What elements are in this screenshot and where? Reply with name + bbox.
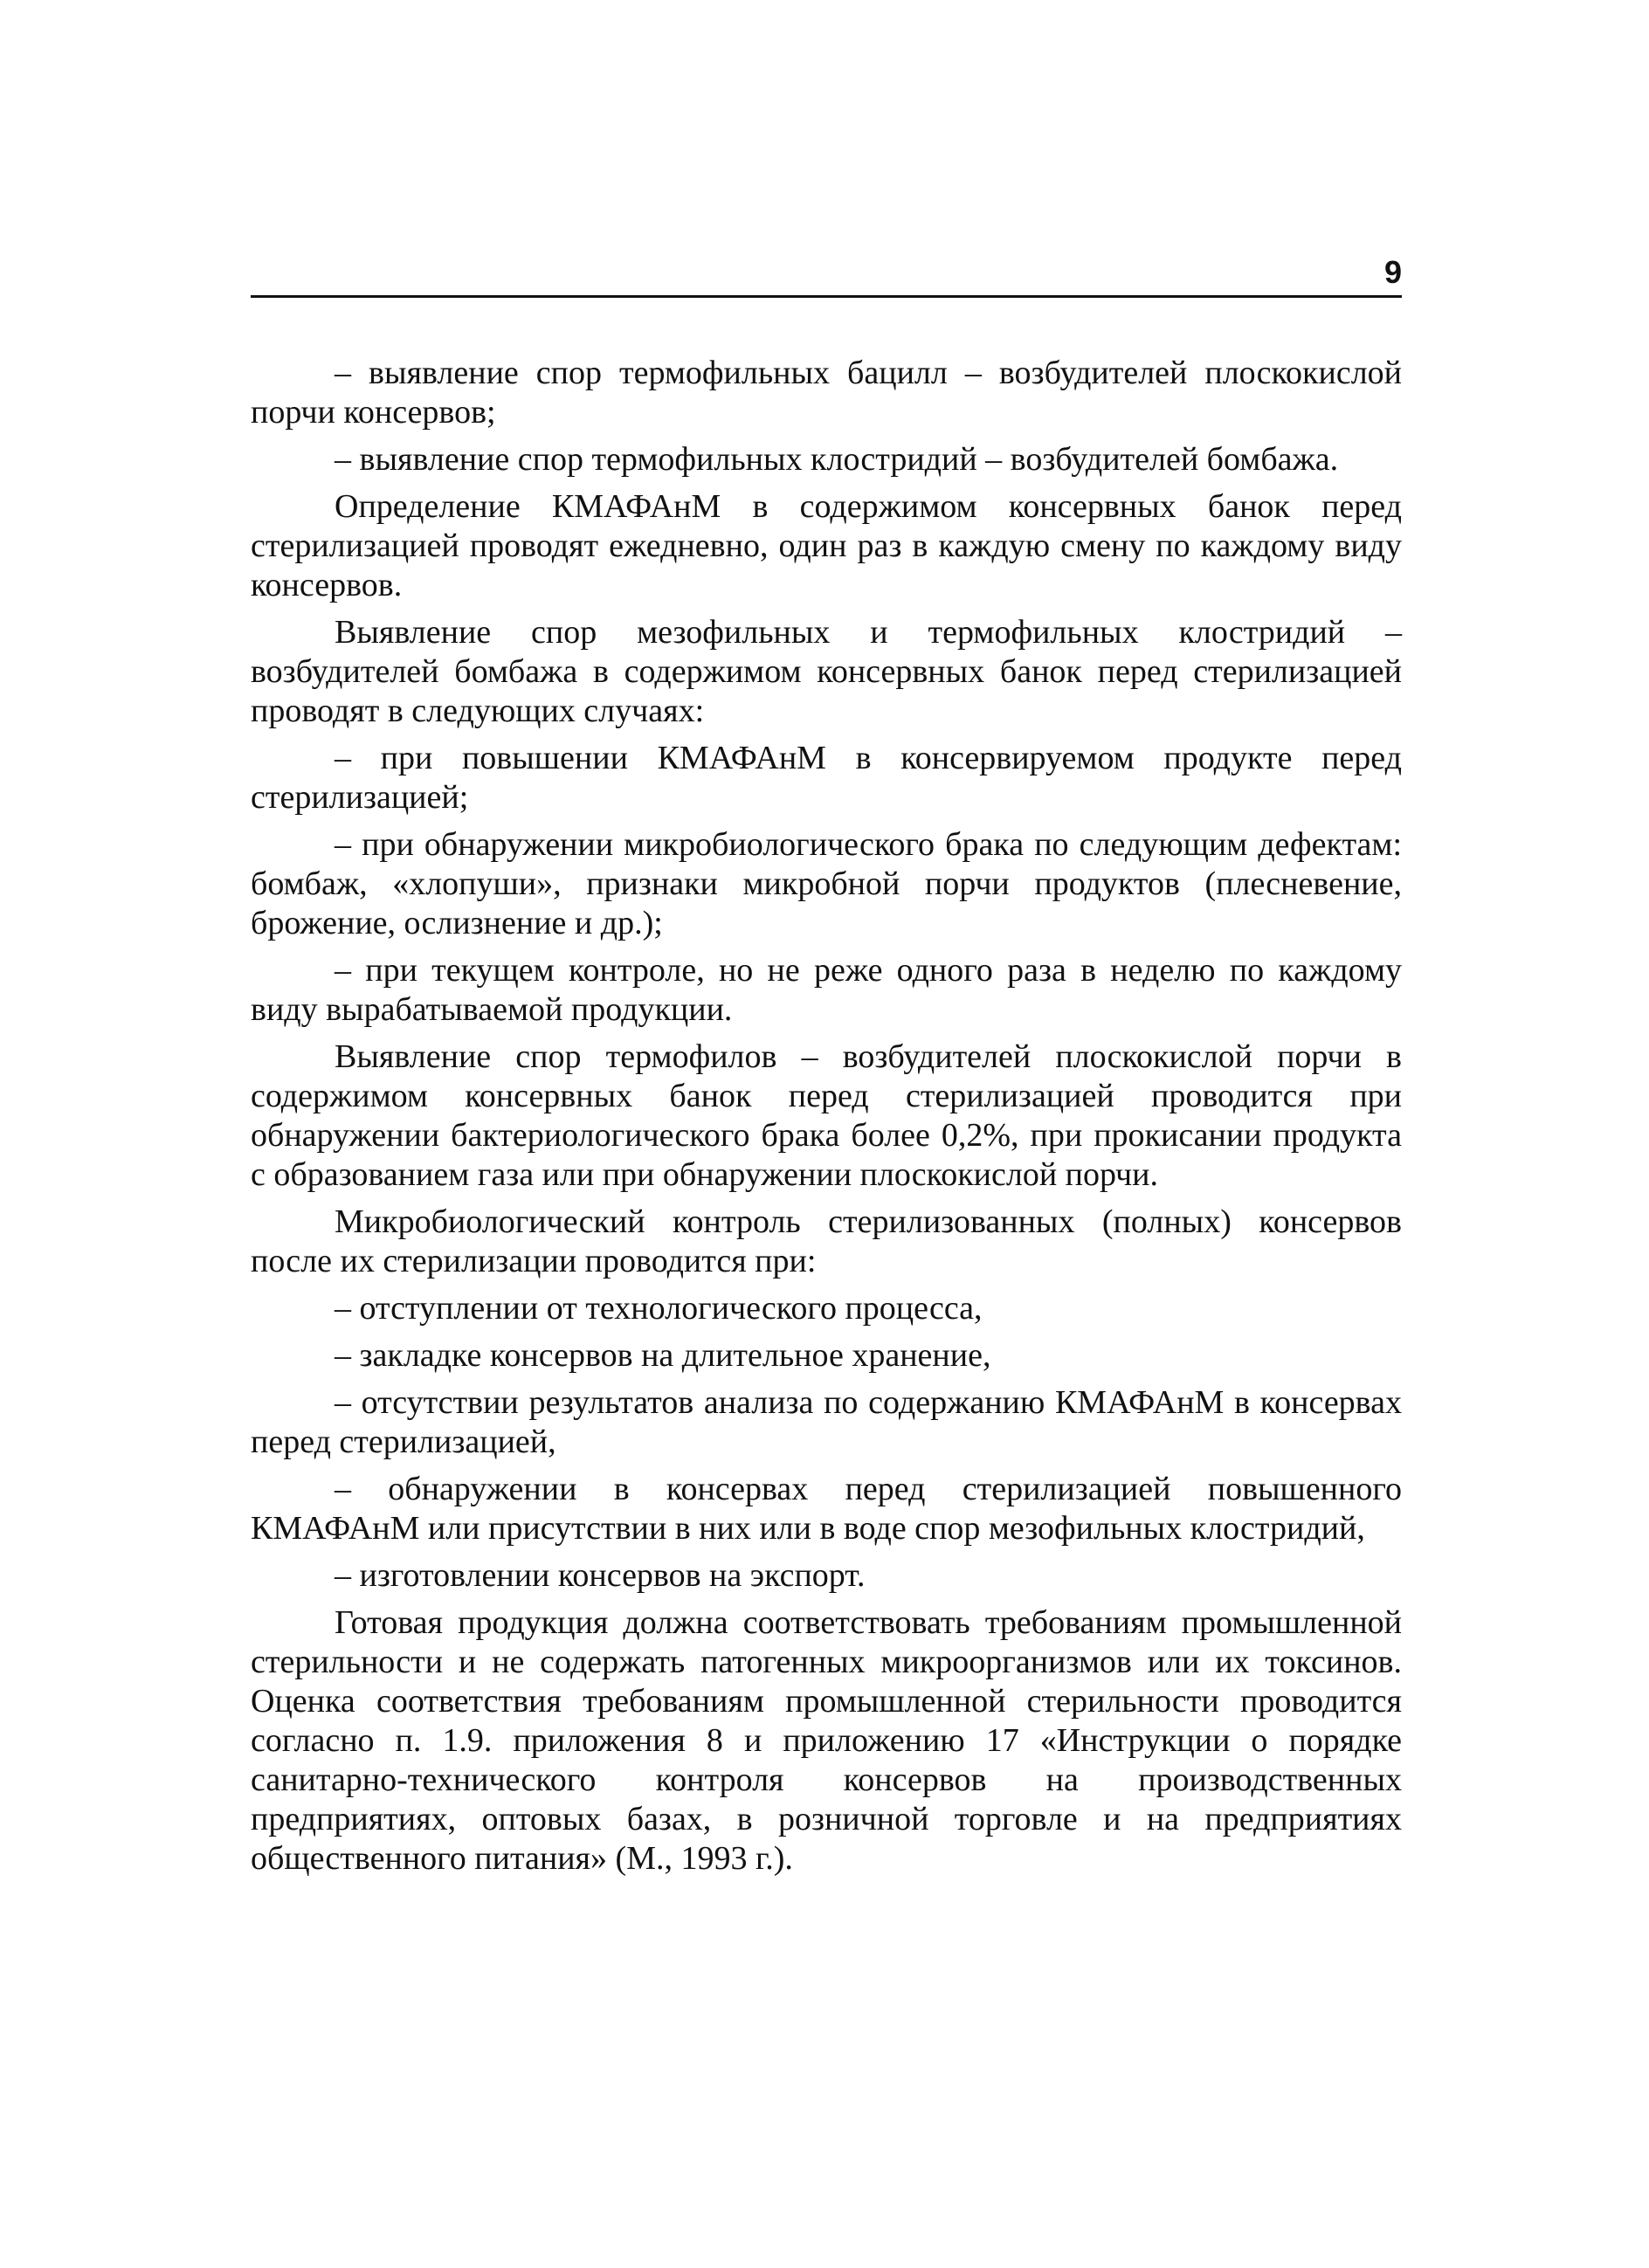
paragraph-3: Определение КМАФАнМ в содержимом консервных банок перед стерилизацией проводят ежедневно, один раз в каждую смену по каждому виду консервов. <box>251 488 1402 603</box>
paragraph-9: Микробиологический контроль стерилизованных (полных) консервов после их стерилизации проводится при: <box>251 1203 1402 1279</box>
paragraph-7: – при текущем контроле, но не реже одного раза в неделю по каждому виду вырабатываемой продукции. <box>251 952 1402 1028</box>
paragraph-13: – обнаружении в консервах перед стерилизацией повышенного КМАФАнМ или присутствии в них или в воде спор мезофильных клостридий, <box>251 1471 1402 1547</box>
paragraph-10: – отступлении от технологического процесса, <box>335 1290 983 1327</box>
paragraph-4: Выявление спор мезофильных и термофильных клостридий – возбудителей бомбажа в содержимом консервных банок перед стерилизацией проводят в следующих случаях: <box>251 614 1402 729</box>
paragraph-5: – при повышении КМАФАнМ в консервируемом продукте перед стерилизацией; <box>251 740 1402 816</box>
paragraph-8: Выявление спор термофилов – возбудителей плоскокислой порчи в содержимом консервных банок перед стерилизацией проводится при обнаружении бактериологического брака более 0,2%, при прокисании продукта с образованием газа или при обнаружении плоскокислой порчи. <box>251 1038 1402 1193</box>
paragraph-15: Готовая продукция должна соответствовать требованиям промышленной стерильности и не содержать патогенных микроорганизмов или их токсинов. Оценка соответствия требованиям промышленной стерильности проводится согласно п. 1.9. приложения 8 и приложению 17 «Инструкции о порядке санитарно-технического контроля консервов на производственных предприятиях, оптовых базах, в розничной торговле и на предприятиях общественного питания» (М., 1993 г.). <box>251 1604 1402 1877</box>
paragraph-1: – выявление спор термофильных бацилл – возбудителей плоскокислой порчи консервов; <box>251 355 1402 431</box>
body-text <box>251 354 1402 1886</box>
paragraph-12: – отсутствии результатов анализа по содержанию КМАФАнМ в консервах перед стерилизацией, <box>251 1384 1402 1460</box>
page-header <box>251 252 1402 298</box>
paragraph-2: – выявление спор термофильных клостридий – возбудителей бомбажа. <box>335 441 1339 478</box>
page-number: 9 <box>1383 254 1402 290</box>
paragraph-14: – изготовлении консервов на экспорт. <box>335 1557 866 1594</box>
paragraph-11: – закладке консервов на длительное хранение, <box>335 1337 991 1374</box>
paragraph-6: – при обнаружении микробиологического брака по следующим дефектам: бомбаж, «хлопуши», признаки микробной порчи продуктов (плесневение, брожение, ослизнение и др.); <box>251 826 1402 941</box>
